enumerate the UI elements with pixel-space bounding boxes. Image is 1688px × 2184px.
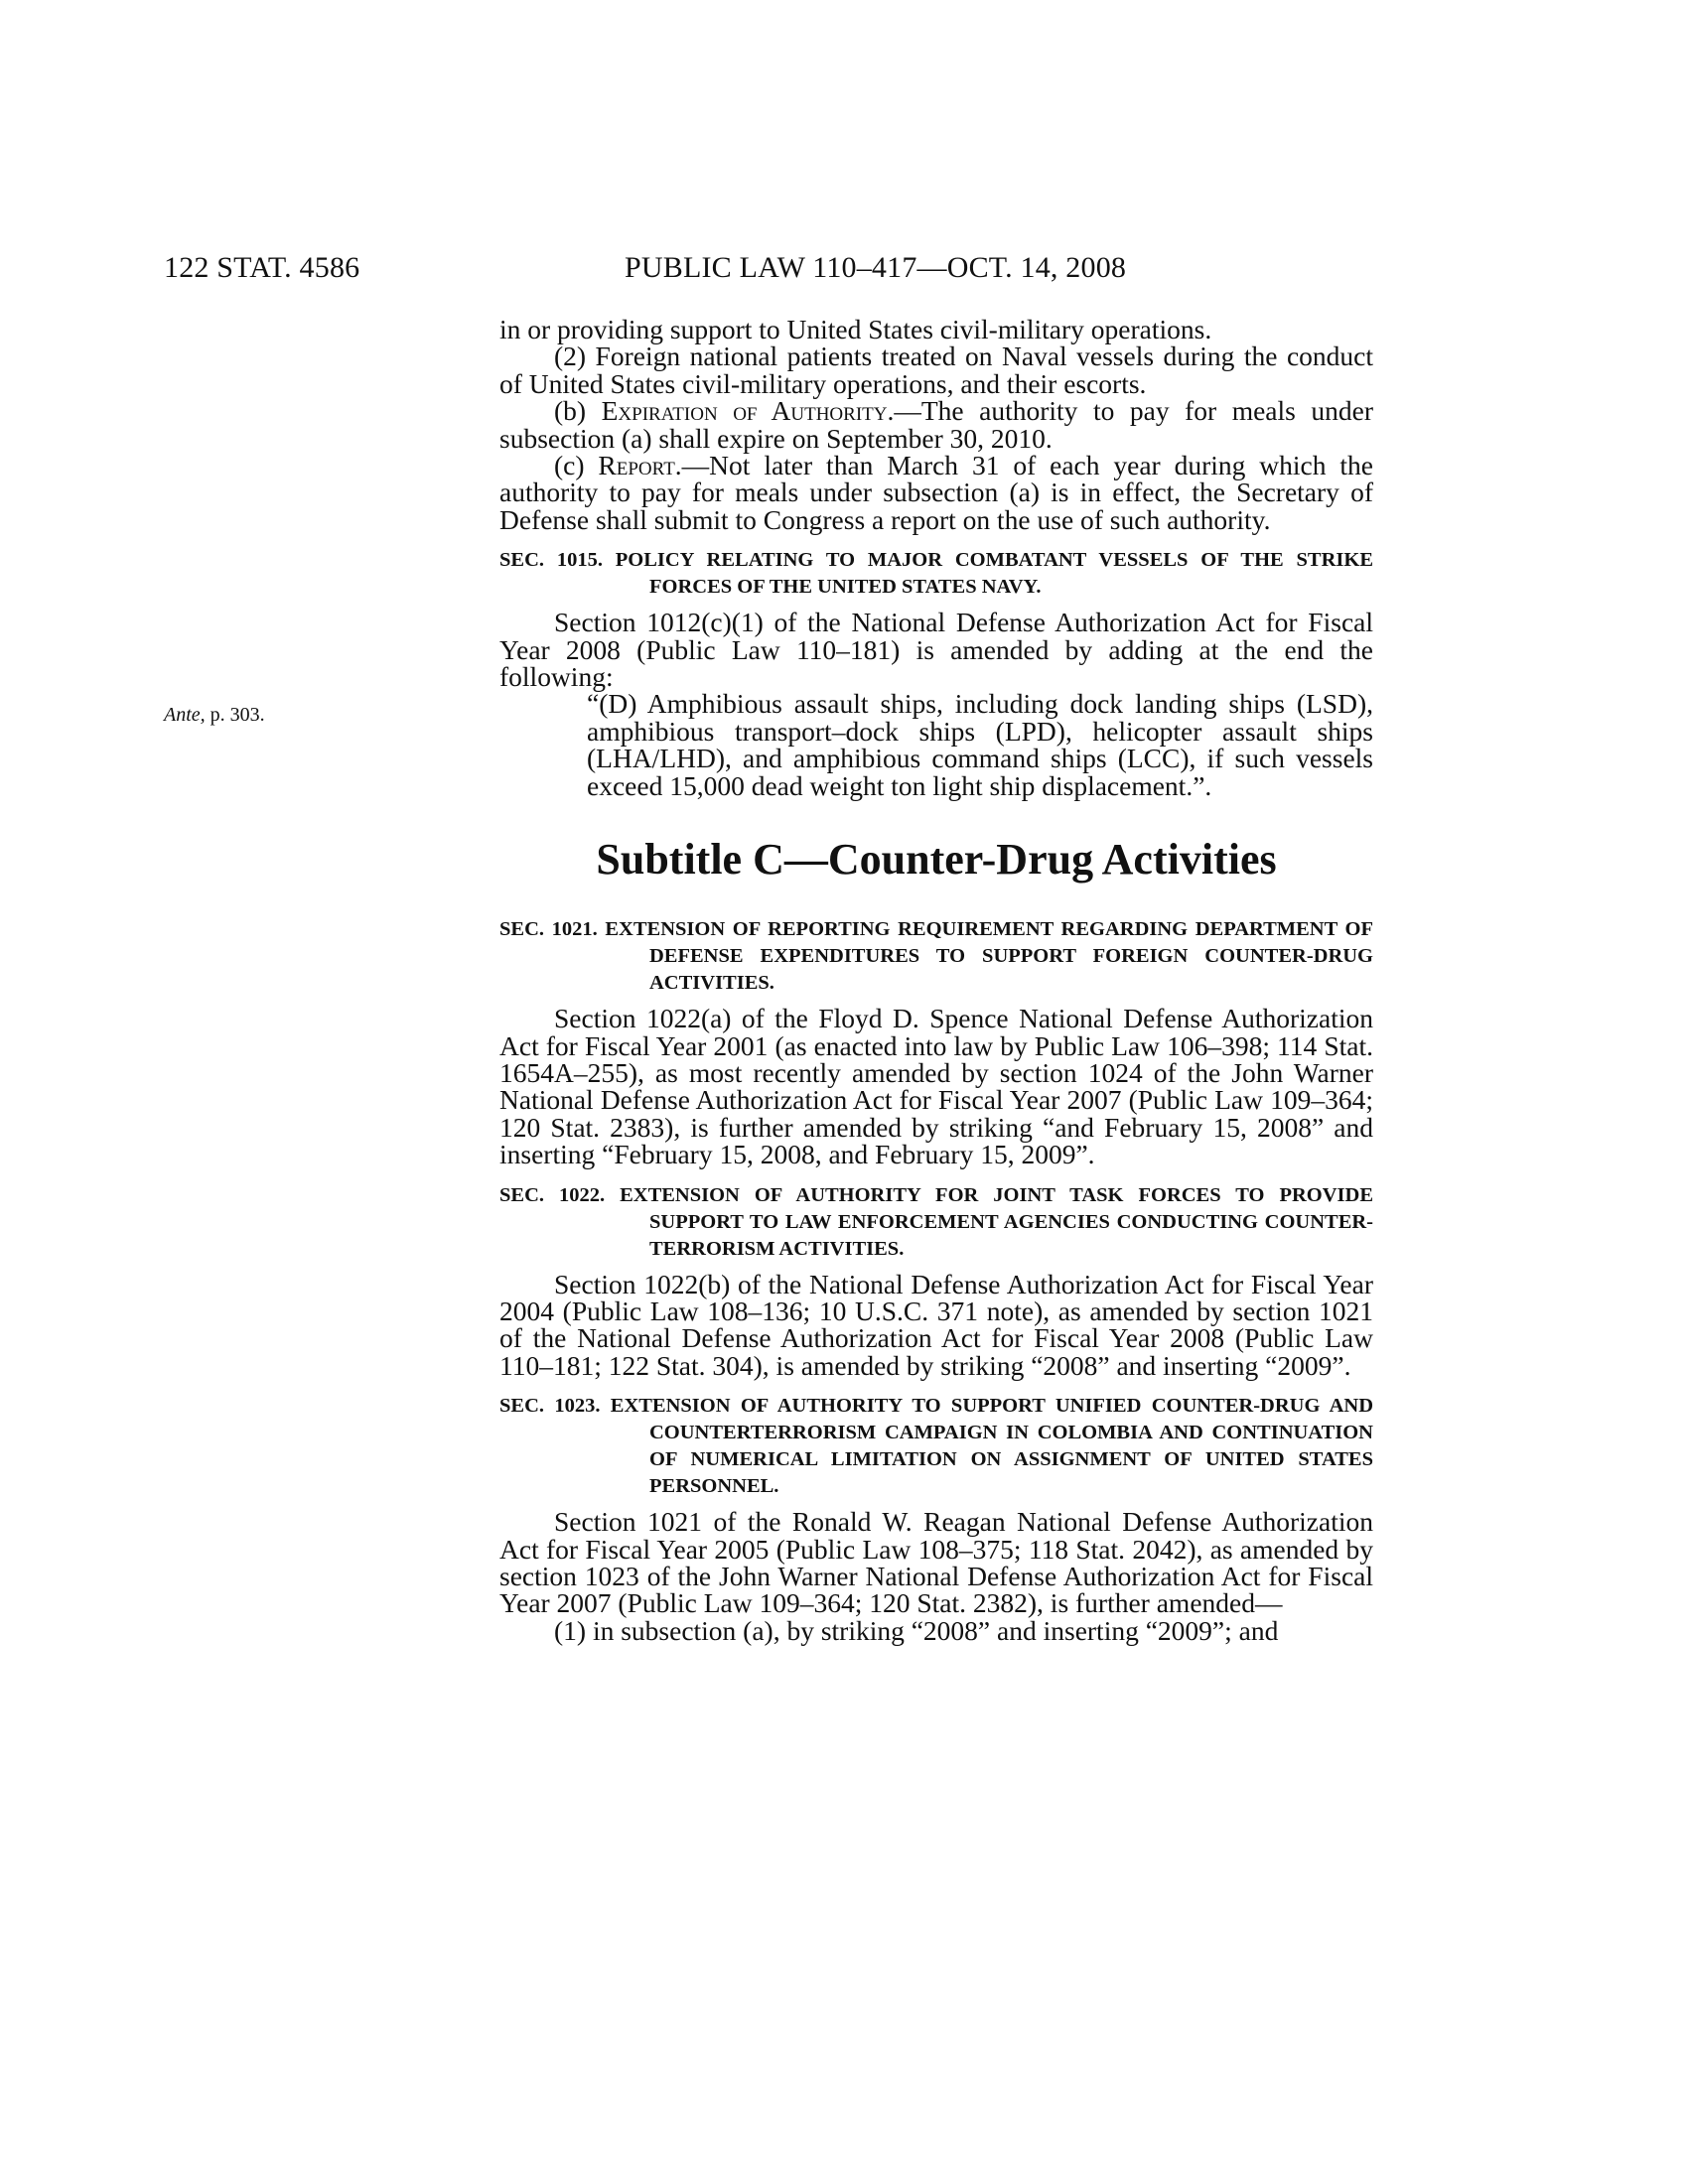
section-quote-1015: “(D) Amphibious assault ships, including dock landing ships (LSD), amphibious transport–dock ships (LPD), helicopter assault ships (LHA/LHD), and amphibious command ships (LCC), if such vessels exceed 15,000 dead weight ton light ship displacement.”. bbox=[587, 688, 1373, 801]
section-heading-1015: SEC. 1015. POLICY RELATING TO MAJOR COMBATANT VESSELS OF THE STRIKE FORCES OF THE UNITED STATES NAVY. bbox=[499, 549, 1373, 599]
stat-page-number: 122 STAT. 4586 bbox=[164, 251, 360, 284]
paragraph-expiration bbox=[499, 397, 1373, 452]
report-lead: (c) bbox=[554, 450, 599, 481]
running-head bbox=[164, 248, 1395, 288]
paragraph-report bbox=[499, 452, 1373, 533]
margin-note bbox=[164, 702, 265, 728]
report-text: .—Not later than March 31 of each year during which the authority to pay for meals under subsection (a) is in effect, the Secretary of Defense shall submit to Congress a report on the use of such authority. bbox=[499, 450, 1373, 535]
section-text-1021: Section 1022(a) of the Floyd D. Spence National Defense Authorization Act for Fiscal Year 2001 (as enacted into law by Public Law 106–398; 114 Stat. 1654A–255), as most recently amended by section 1024 of the John Warner National Defense Authorization Act for Fiscal Year 2007 (Public Law 109–364; 120 Stat. 2383), is further amended by striking “and February 15, 2008” and inserting “February 15, 2008, and February 15, 2009”. bbox=[499, 1003, 1373, 1170]
section-heading-1022: SEC. 1022. EXTENSION OF AUTHORITY FOR JOINT TASK FORCES TO PROVIDE SUPPORT TO LAW ENFORCEMENT AGENCIES CONDUCTING COUNTER-TERRORISM ACTIVITIES. bbox=[499, 1183, 1373, 1260]
margin-note-ante: Ante, bbox=[164, 704, 206, 726]
section-heading-1021: SEC. 1021. EXTENSION OF REPORTING REQUIREMENT REGARDING DEPARTMENT OF DEFENSE EXPENDITURES TO SUPPORT FOREIGN COUNTER-DRUG ACTIVITIES. bbox=[499, 918, 1373, 995]
expiration-text: .—The authority to pay for meals under subsection (a) shall expire on September 30, 2010. bbox=[499, 395, 1373, 454]
report-heading: Report bbox=[598, 450, 675, 481]
section-text-1023: Section 1021 of the Ronald W. Reagan National Defense Authorization Act for Fiscal Year 2005 (Public Law 108–375; 118 Stat. 2042), as amended by section 1023 of the John Warner National Defense Authorization Act for Fiscal Year 2007 (Public Law 109–364; 120 Stat. 2382), is further amended— bbox=[499, 1506, 1373, 1619]
section-text-1015: Section 1012(c)(1) of the National Defense Authorization Act for Fiscal Year 2008 (Public Law 110–181) is amended by adding at the end the following: bbox=[499, 607, 1373, 693]
expiration-heading: Expiration of Authority bbox=[601, 395, 888, 427]
expiration-lead: (b) bbox=[554, 395, 602, 427]
section-text-1022: Section 1022(b) of the National Defense Authorization Act for Fiscal Year 2004 (Public Law 108–136; 10 U.S.C. 371 note), as amended by section 1021 of the National Defense Authorization Act for Fiscal Year 2008 (Public Law 110–181; 122 Stat. 304), is amended by striking “2008” and inserting “2009”. bbox=[499, 1268, 1373, 1381]
public-law-title: PUBLIC LAW 110–417—OCT. 14, 2008 bbox=[625, 251, 1127, 284]
body-text bbox=[499, 316, 1373, 1644]
subtitle-heading: Subtitle C—Counter-Drug Activities bbox=[596, 835, 1277, 885]
section-heading-1023: SEC. 1023. EXTENSION OF AUTHORITY TO SUPPORT UNIFIED COUNTER-DRUG AND COUNTERTERRORISM CAMPAIGN IN COLOMBIA AND CONTINUATION OF NUMERICAL LIMITATION ON ASSIGNMENT OF UNITED STATES PERSONNEL. bbox=[499, 1395, 1373, 1498]
paragraph-continuation: in or providing support to United States civil-military operations. bbox=[499, 314, 1212, 344]
margin-note-page: p. 303. bbox=[205, 704, 265, 726]
section-item-1023-1: (1) in subsection (a), by striking “2008” and inserting “2009”; and bbox=[554, 1614, 1279, 1646]
paragraph-item-2: (2) Foreign national patients treated on Naval vessels during the conduct of United States civil-military operations, and their escorts. bbox=[499, 341, 1373, 399]
